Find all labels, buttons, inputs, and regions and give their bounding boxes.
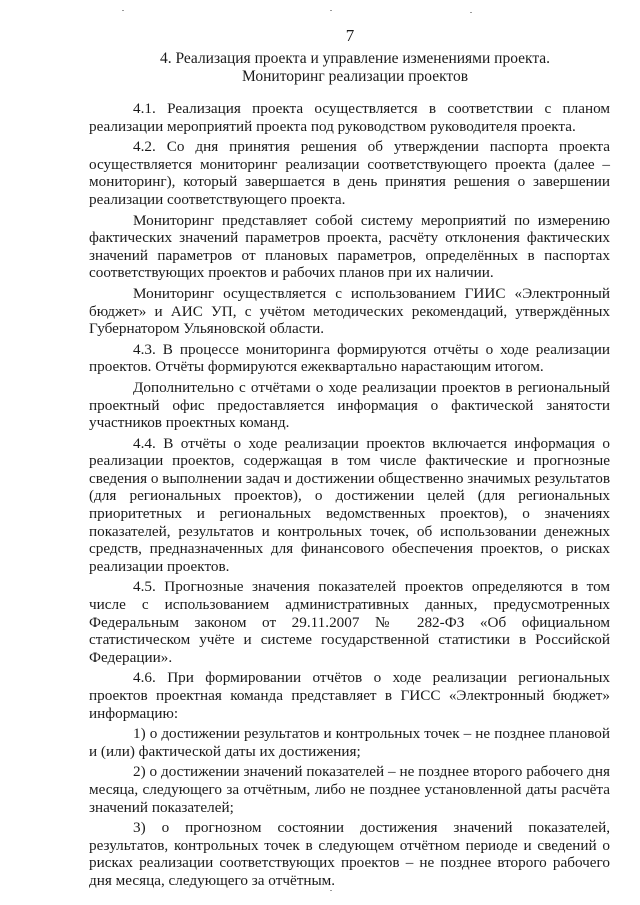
section-heading-line: Мониторинг реализации проектов xyxy=(241,68,469,85)
paragraph: Мониторинг осуществляется с использованием ГИИС «Электронный бюджет» и АИС УП, с учётом методических рекомендаций, утверждённых Губернатором Ульяновской области. xyxy=(89,284,610,338)
scan-speck xyxy=(330,10,332,11)
scan-speck xyxy=(470,12,472,13)
list-item: 2) о достижении значений показателей – не позднее второго рабочего дня месяца, следующего за отчётным, либо не позднее установленной даты расчёта значений показателей; xyxy=(89,763,610,816)
document-body xyxy=(89,100,610,893)
paragraph: 4.4. В отчёты о ходе реализации проектов включается информация о реализации проектов, содержащая в том числе фактические и прогнозные сведения о выполнении задач и достижении общественно значимых результатов (для региональных проектов), о достижении целей (для региональных приоритетных и региональных ведомственных проектов), о значениях показателей, результатов и контрольных точек, об использовании денежных средств, предназначенных для финансового обеспечения проектов, о рисках реализации проектов. xyxy=(89,434,610,575)
paragraph: 4.2. Со дня принятия решения об утверждении паспорта проекта осуществляется мониторинг реализации соответствующего проекта (далее – мониторинг), который завершается в день принятия решения о завершении реализации соответствующего проекта. xyxy=(89,138,610,208)
paragraph: Дополнительно с отчётами о ходе реализации проектов в региональный проектный офис предоставляется информация о фактической занятости участников проектных команд. xyxy=(89,378,610,432)
scan-speck xyxy=(122,10,124,11)
section-heading xyxy=(100,50,610,86)
paragraph: 4.1. Реализация проекта осуществляется в соответствии с планом реализации мероприятий проекта под руководством руководителя проекта. xyxy=(89,100,610,135)
paragraph: 4.6. При формировании отчётов о ходе реализации региональных проектов проектная команда представляет в ГИСС «Электронный бюджет» информацию: xyxy=(89,669,610,722)
paragraph: 4.5. Прогнозные значения показателей проектов определяются в том числе с использованием административных данных, предусмотренных Федеральным законом от 29.11.2007 № 282-ФЗ «Об официальном статистическом учёте и системе государственной статистики в Российской Федерации». xyxy=(89,578,610,666)
paragraph: Мониторинг представляет собой систему мероприятий по измерению фактических значений параметров проекта, расчёту отклонения фактических значений параметров от плановых параметров, определённых в паспортах соответствующих проектов и рабочих планов при их наличии. xyxy=(89,211,610,282)
page-number: 7 xyxy=(345,26,355,45)
paragraph: 4.3. В процессе мониторинга формируются отчёты о ходе реализации проектов. Отчёты формируются ежеквартально нарастающим итогом. xyxy=(89,340,610,376)
list-item: 1) о достижении результатов и контрольных точек – не позднее плановой и (или) фактической даты их достижения; xyxy=(89,725,610,760)
list-item: 3) о прогнозном состоянии достижения значений показателей, результатов, контрольных точек в следующем отчётном периоде и сведений о рисках реализации соответствующих проектов – не позднее второго рабочего дня месяца, следующего за отчётным. xyxy=(89,819,610,889)
section-heading-line: 4. Реализация проекта и управление изменениями проекта. xyxy=(159,50,551,67)
